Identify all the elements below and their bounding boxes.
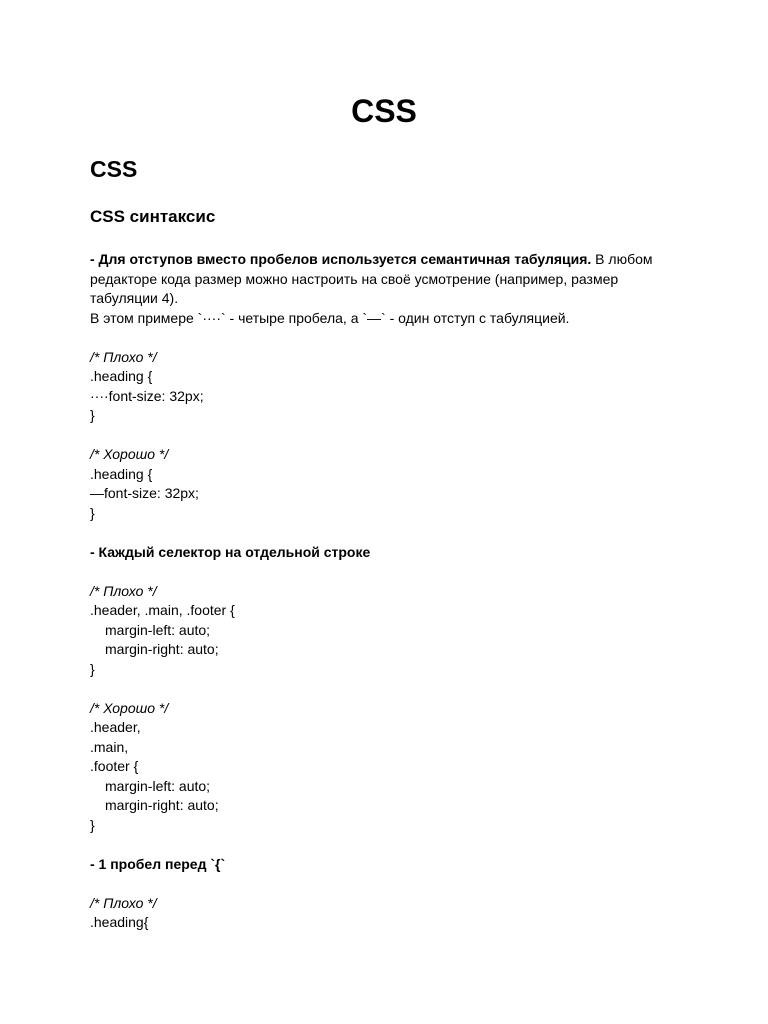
code-line: margin-left: auto; <box>105 777 211 794</box>
blank-line <box>90 835 680 855</box>
code-line: —font-size: 32px; <box>90 485 199 501</box>
code-line: .main, <box>90 738 129 755</box>
heading-css: CSS <box>90 156 138 182</box>
code-line: } <box>90 407 95 423</box>
blank-line <box>90 328 680 348</box>
good-comment: /* Хорошо */ <box>90 446 169 462</box>
code-line: .heading { <box>90 465 153 482</box>
heading-css-syntax: CSS синтаксис <box>90 207 216 226</box>
code-line: .heading { <box>90 368 153 384</box>
blank-line <box>90 679 680 699</box>
document-title: CSS <box>351 93 417 129</box>
code-line: ····font-size: 32px; <box>90 387 204 404</box>
blank-line <box>90 874 680 894</box>
rule-selector-per-line: - Каждый селектор на отдельной строке <box>90 543 371 560</box>
code-line: } <box>90 660 95 677</box>
bad-comment: /* Плохо */ <box>90 348 157 365</box>
good-comment: /* Хорошо */ <box>90 699 169 716</box>
code-line: margin-left: auto; <box>105 621 211 638</box>
code-line: } <box>90 504 95 521</box>
intro-text: В любом редакторе кода размер можно настроить на своё усмотрение (например, размер табуляции 4). <box>90 251 653 306</box>
code-line: margin-right: auto; <box>105 641 219 657</box>
intro-paragraph <box>90 250 680 309</box>
rule-space-before-brace: - 1 пробел перед `{` <box>90 855 226 872</box>
intro-bold-rule: - Для отступов вместо пробелов используется семантичная табуляция. <box>90 251 592 267</box>
bad-comment: /* Плохо */ <box>90 582 157 599</box>
bad-comment: /* Плохо */ <box>90 894 157 911</box>
code-line: .header, <box>90 719 141 735</box>
code-line: margin-right: auto; <box>105 797 219 813</box>
document-body <box>90 250 680 933</box>
blank-line <box>90 562 680 582</box>
code-line: .header, .main, .footer { <box>90 602 235 618</box>
example-note: В этом примере `····` - четыре пробела, а `—` - один отступ с табуляцией. <box>90 309 570 326</box>
blank-line <box>90 426 680 446</box>
code-line: .heading{ <box>90 914 149 930</box>
code-line: .footer { <box>90 758 139 774</box>
code-line: } <box>90 816 95 833</box>
blank-line <box>90 523 680 543</box>
